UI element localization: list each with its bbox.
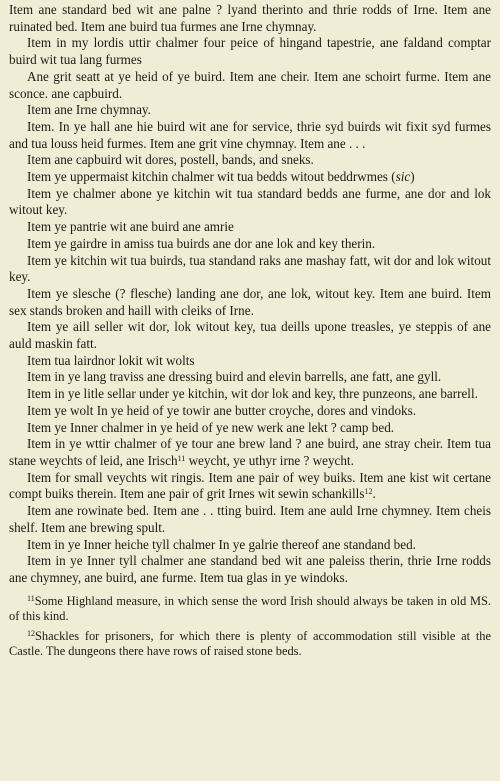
- inventory-paragraph: Item ye slesche (? flesche) landing ane dor, ane lok, witout key. Item ane buird. Item sex stands broken and haill with cleiks of Irne.: [9, 285, 491, 318]
- inventory-paragraph: Ane grit seatt at ye heid of ye buird. Item ane cheir. Item ane schoirt furme. Item ane sconce. ane capbuird.: [9, 68, 491, 101]
- inventory-paragraph: Item in ye Inner heiche tyll chalmer In ye galrie thereof ane standand bed.: [27, 536, 416, 552]
- inventory-paragraph: Item ye pantrie wit ane buird ane amrie: [27, 219, 234, 235]
- footnote: [9, 629, 491, 660]
- paragraph-text: Item in ye wttir chalmer of ye tour ane brew land ? ane buird, ane stray cheir. Item tua stane weychts of leid, ane Irisch: [9, 436, 491, 468]
- inventory-paragraph: Item ane capbuird wit dores, postell, bands, and sneks.: [27, 152, 314, 168]
- inventory-paragraph: Item ane Irne chymnay.: [27, 102, 151, 118]
- inventory-paragraph: [9, 470, 491, 503]
- inventory-paragraph: Item ane rowinate bed. Item ane . . tting buird. Item ane auld Irne chymney. Item cheis shelf. Item ane brewing spult.: [9, 503, 491, 535]
- footnote-ref: 11: [177, 453, 186, 463]
- inventory-paragraph: Item ye uppermaist kitchin chalmer wit tua bedds witout beddrwmes (sic): [27, 169, 415, 185]
- paragraph-text: .: [372, 486, 376, 502]
- footnote-mark: 12: [27, 628, 35, 638]
- paragraph-text: Item for small veychts wit ringis. Item ane pair of wey buiks. Item ane kist wit certane compt buiks therein. Item ane pair of grit Irnes wit sewin schankills: [9, 469, 491, 502]
- inventory-paragraph: Item ye kitchin wit tua buirds, tua standand raks ane mashay fatt, wit dor and lok witout key.: [9, 252, 491, 285]
- inventory-paragraph: Item ane standard bed wit ane palne ? lyand therinto and thrie rodds of Irne. Item ane ruinated bed. Item ane buird tua furmes ane Irne chymnay.: [9, 2, 491, 34]
- inventory-paragraph: Item in ye Inner tyll chalmer ane standand bed wit ane paleiss therin, thrie Irne rodds ane chymney, ane buird, ane furme. Item tua glas in ye windoks.: [9, 553, 491, 585]
- sic-note: sic: [395, 169, 411, 185]
- inventory-paragraph: Item ye aill seller wit dor, lok witout key, tua deills upone treasles, ye steppis of ane auld maskin fatt.: [9, 319, 491, 352]
- inventory-paragraph: Item ye wolt In ye heid of ye towir ane butter croyche, dores and vindoks.: [27, 402, 416, 418]
- inventory-paragraph: Item. In ye hall ane hie buird wit ane for service, thrie syd buirds wit fixit syd furmes and tua louss heid furmes. Item ane grit vine chymnay. Item ane . . .: [9, 118, 491, 151]
- footnote-ref: 12: [364, 487, 373, 497]
- inventory-paragraph: Item in my lordis uttir chalmer four peice of hingand tapestrie, ane faldand comptar buird wit tua lang furmes: [9, 35, 491, 68]
- paragraph-text: Item ye uppermaist kitchin chalmer wit tua bedds witout beddrwmes: [27, 169, 388, 185]
- inventory-text: [9, 2, 491, 587]
- inventory-paragraph: Item ye chalmer abone ye kitchin wit tua standard bedds ane furme, ane dor and lok witout key.: [9, 185, 491, 218]
- inventory-paragraph: Item ye Inner chalmer in ye heid of ye new werk ane lekt ? camp bed.: [27, 419, 395, 435]
- paragraph-text: weycht, ye uthyr irne ? weycht.: [185, 452, 354, 468]
- inventory-paragraph: Item in ye lang traviss ane dressing buird and elevin barrells, ane fatt, ane gyll.: [27, 369, 442, 385]
- footnote-mark: 11: [27, 593, 35, 603]
- inventory-paragraph: [9, 436, 491, 469]
- footnote-text: Some Highland measure, in which sense the word Irish should always be taken in old MS. of this kind.: [9, 593, 491, 624]
- inventory-paragraph: Item ye gairdre in amiss tua buirds ane dor ane lok and key therin.: [27, 235, 376, 251]
- inventory-paragraph: Item tua lairdnor lokit wit wolts: [27, 352, 195, 368]
- footnotes: [9, 594, 491, 660]
- footnote-text: Shackles for prisoners, for which there is plenty of accommodation still visible at the Castle. The dungeons there have rows of raised stone beds.: [9, 628, 491, 659]
- inventory-paragraph: Item in ye litle sellar under ye kitchin, wit dor lok and key, thre punzeons, ane barrell.: [27, 386, 478, 402]
- footnote: [9, 594, 491, 625]
